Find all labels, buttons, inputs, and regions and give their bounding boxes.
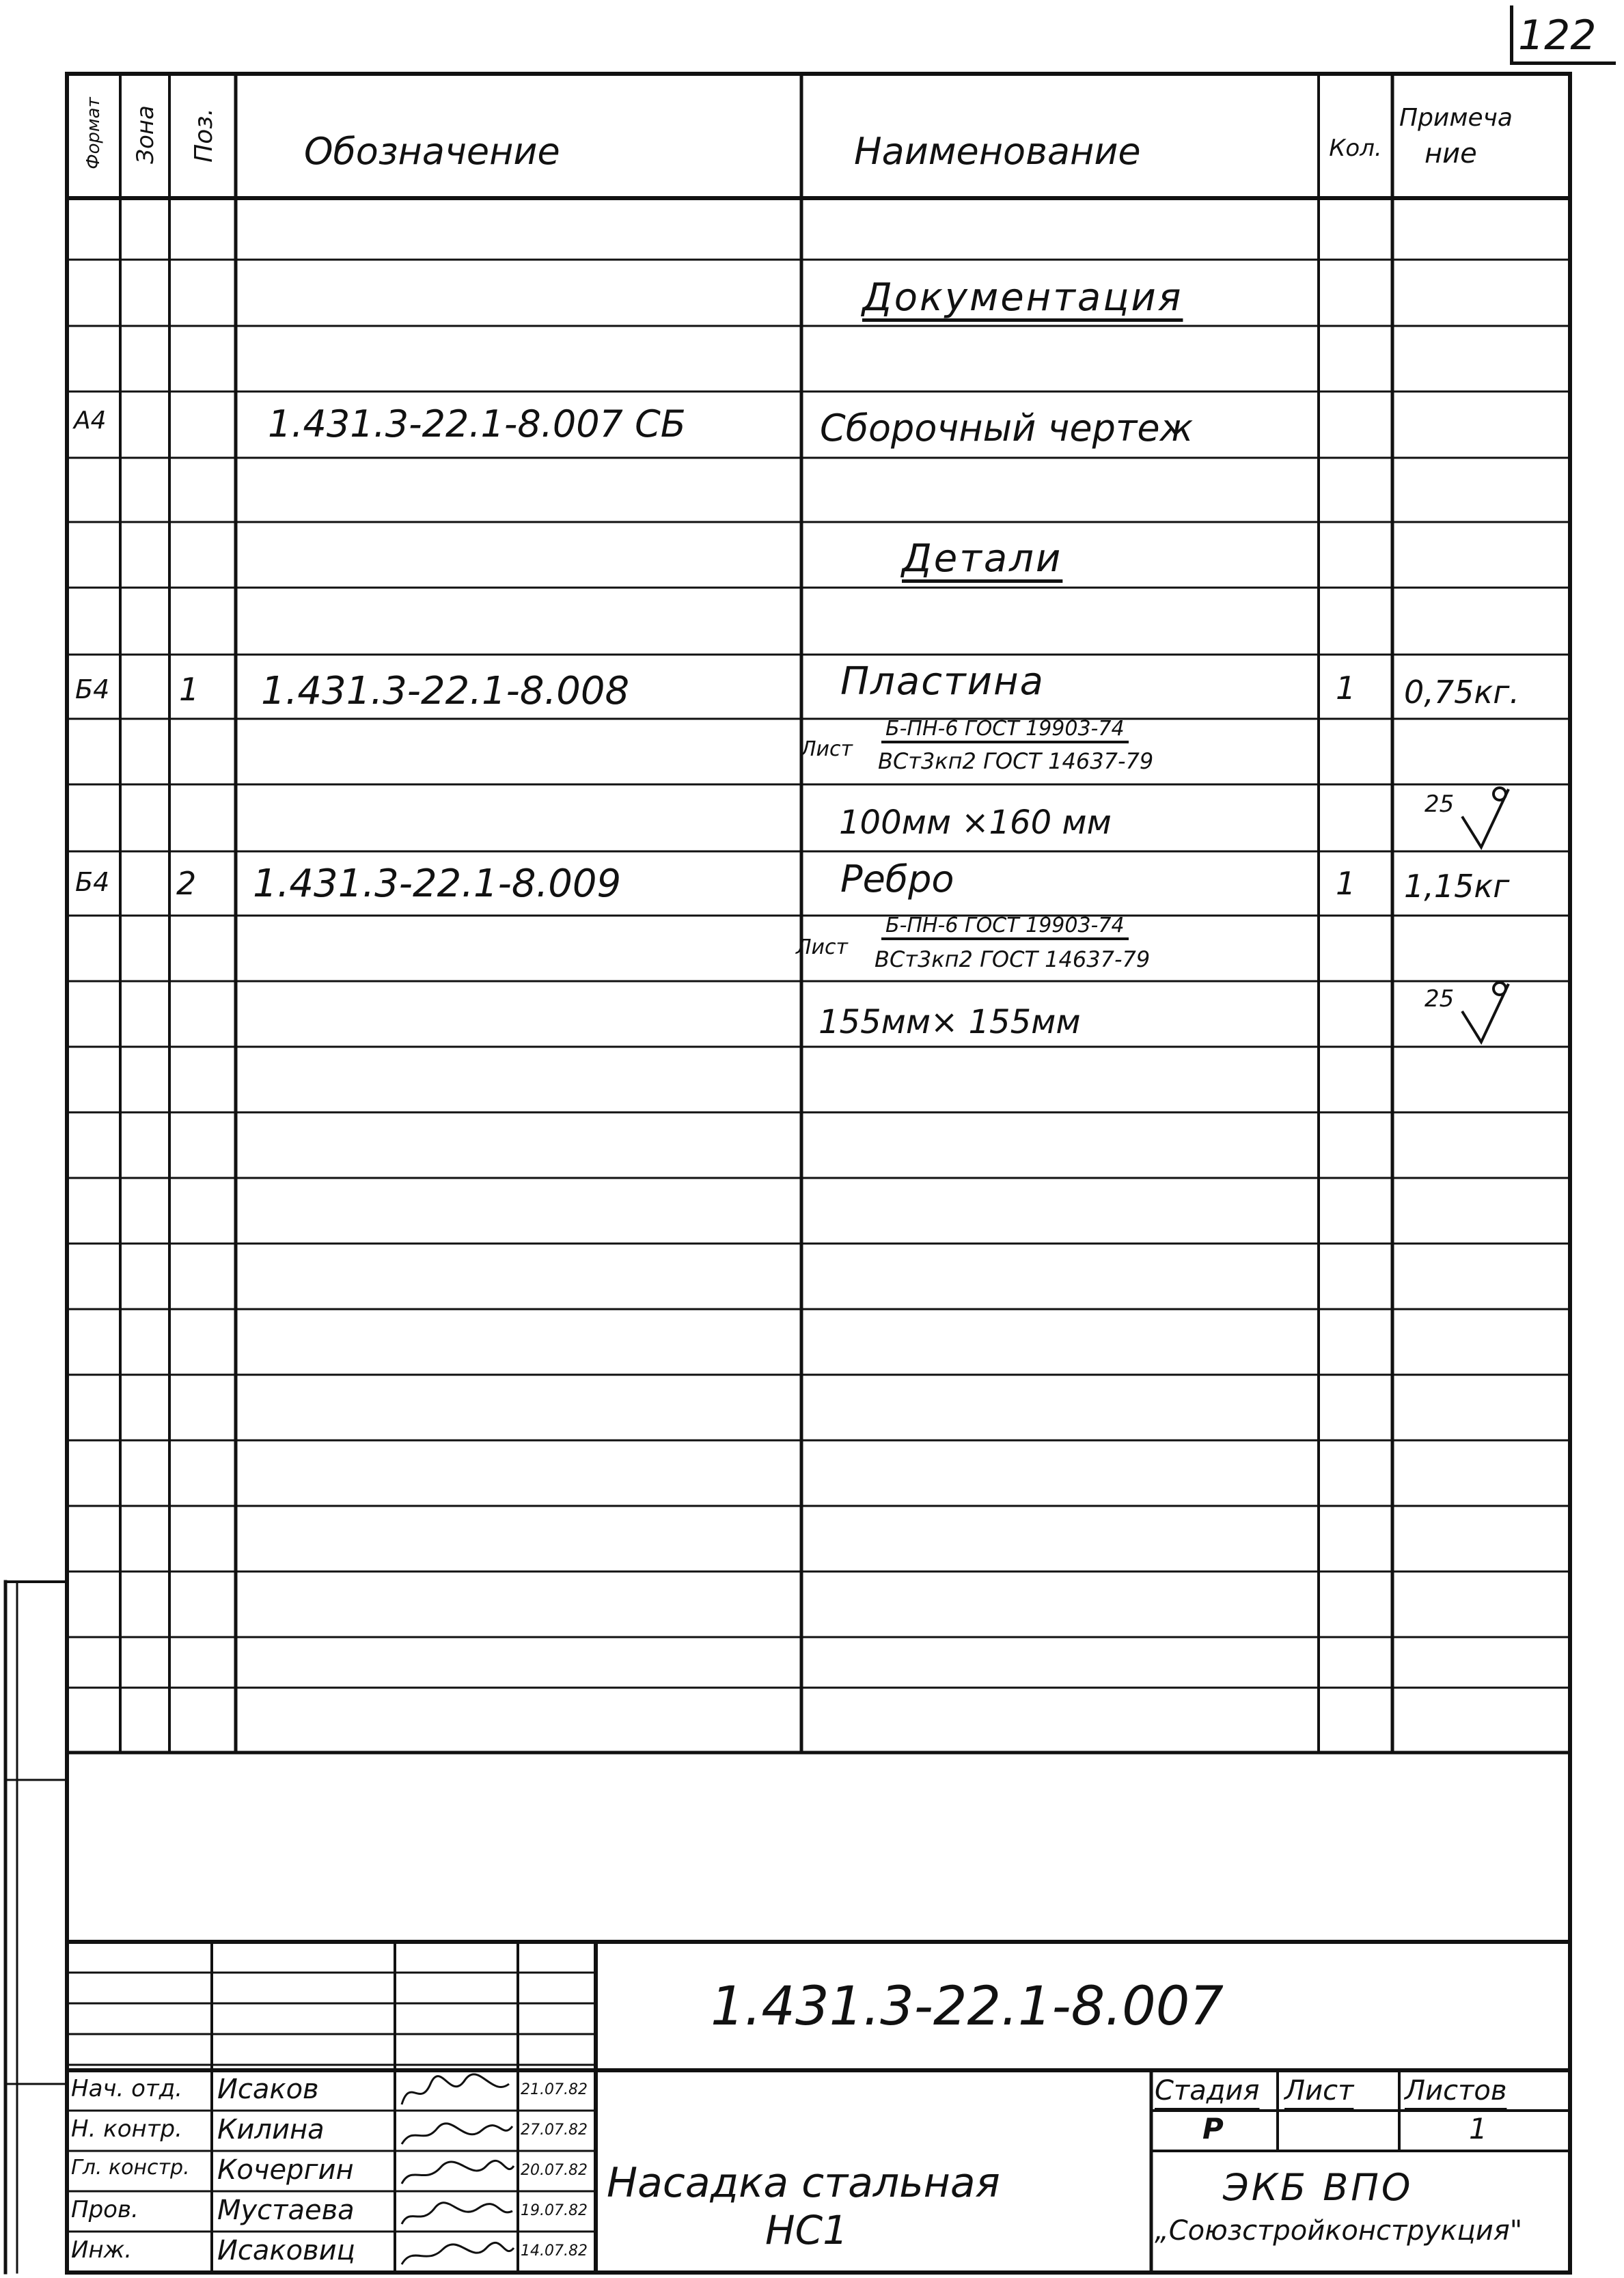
signer-role-3: Гл. констр.	[71, 2156, 190, 2180]
title-name-line2: НС1	[765, 2207, 849, 2253]
signature-2	[402, 2124, 512, 2144]
signature-4	[402, 2203, 512, 2224]
signer-role-2: Н. контр.	[71, 2115, 182, 2143]
part1-material-bottom: ВСт3кп2 ГОСТ 14637-79	[878, 748, 1154, 774]
header-note-line1: Примеча	[1399, 104, 1513, 132]
part2-pos: 2	[176, 865, 197, 902]
part2-designation: 1.431.3-22.1-8.009	[253, 862, 622, 906]
signature-3	[402, 2160, 514, 2184]
sheets-value: 1	[1469, 2112, 1487, 2145]
part2-format: Б4	[75, 867, 110, 897]
part1-designation: 1.431.3-22.1-8.008	[261, 669, 630, 713]
org-line1: ЭКБ ВПО	[1223, 2166, 1414, 2209]
part1-material-prefix: Лист	[801, 737, 853, 761]
signer-date-3: 20.07.82	[521, 2162, 588, 2179]
signer-date-4: 19.07.82	[521, 2202, 588, 2219]
row-doc-designation: 1.431.3-22.1-8.007 СБ	[268, 402, 686, 445]
header-designation: Обозначение	[304, 130, 560, 173]
part1-size: 100мм ×160 мм	[839, 804, 1112, 842]
stage-label: Стадия	[1155, 2075, 1260, 2107]
signer-role-5: Инж.	[71, 2236, 133, 2264]
row-doc-name: Сборочный чертеж	[820, 407, 1194, 450]
signature-5	[402, 2242, 514, 2264]
part2-size: 155мм× 155мм	[818, 1003, 1081, 1041]
page-number: 122	[1518, 12, 1597, 59]
header-format: Формат	[83, 97, 104, 169]
part1-roughness: 25	[1425, 791, 1455, 818]
sheets-label: Листов	[1405, 2075, 1507, 2107]
part2-material-prefix: Лист	[796, 935, 849, 959]
signer-name-1: Исаков	[217, 2074, 319, 2105]
title-name-line1: Насадка стальная	[607, 2159, 1000, 2207]
header-qty: Кол.	[1329, 135, 1382, 162]
signer-date-2: 27.07.82	[521, 2122, 588, 2139]
signer-name-4: Мустаева	[217, 2195, 355, 2226]
header-name: Наименование	[854, 130, 1141, 173]
signer-name-3: Кочергин	[217, 2154, 354, 2186]
signer-name-5: Исаковиц	[217, 2235, 355, 2266]
sheet-label: Лист	[1284, 2075, 1354, 2107]
part2-note: 1,15кг	[1404, 868, 1510, 905]
part1-format: Б4	[75, 674, 110, 704]
signer-name-2: Килина	[217, 2114, 325, 2145]
header-pos: Поз.	[190, 108, 218, 163]
section-documentation: Документация	[862, 275, 1183, 320]
stage-value: Р	[1202, 2112, 1224, 2145]
header-note-line2: ние	[1425, 138, 1477, 169]
signature-1	[402, 2074, 509, 2104]
part1-note: 0,75кг.	[1404, 674, 1519, 711]
part2-qty: 1	[1336, 865, 1356, 902]
org-line2: „Союзстройконструкция"	[1155, 2215, 1523, 2247]
title-doc-number: 1.431.3-22.1-8.007	[711, 1976, 1224, 2037]
part2-name: Ребро	[840, 857, 954, 901]
signer-role-4: Пров.	[71, 2196, 139, 2223]
part1-name: Пластина	[840, 659, 1045, 704]
section-details: Детали	[902, 536, 1063, 581]
part1-pos: 1	[179, 671, 199, 708]
part1-material-top: Б-ПН-6 ГОСТ 19903-74	[881, 719, 1129, 743]
part1-qty: 1	[1336, 670, 1356, 706]
part2-roughness: 25	[1425, 985, 1455, 1013]
part2-material-top: Б-ПН-6 ГОСТ 19903-74	[881, 916, 1129, 940]
part2-material-bottom: ВСт3кп2 ГОСТ 14637-79	[875, 946, 1151, 972]
header-zone: Зона	[132, 105, 159, 164]
row-doc-format: А4	[74, 407, 107, 435]
signer-date-1: 21.07.82	[521, 2081, 588, 2098]
signer-role-1: Нач. отд.	[71, 2075, 183, 2102]
signer-date-5: 14.07.82	[521, 2242, 588, 2260]
